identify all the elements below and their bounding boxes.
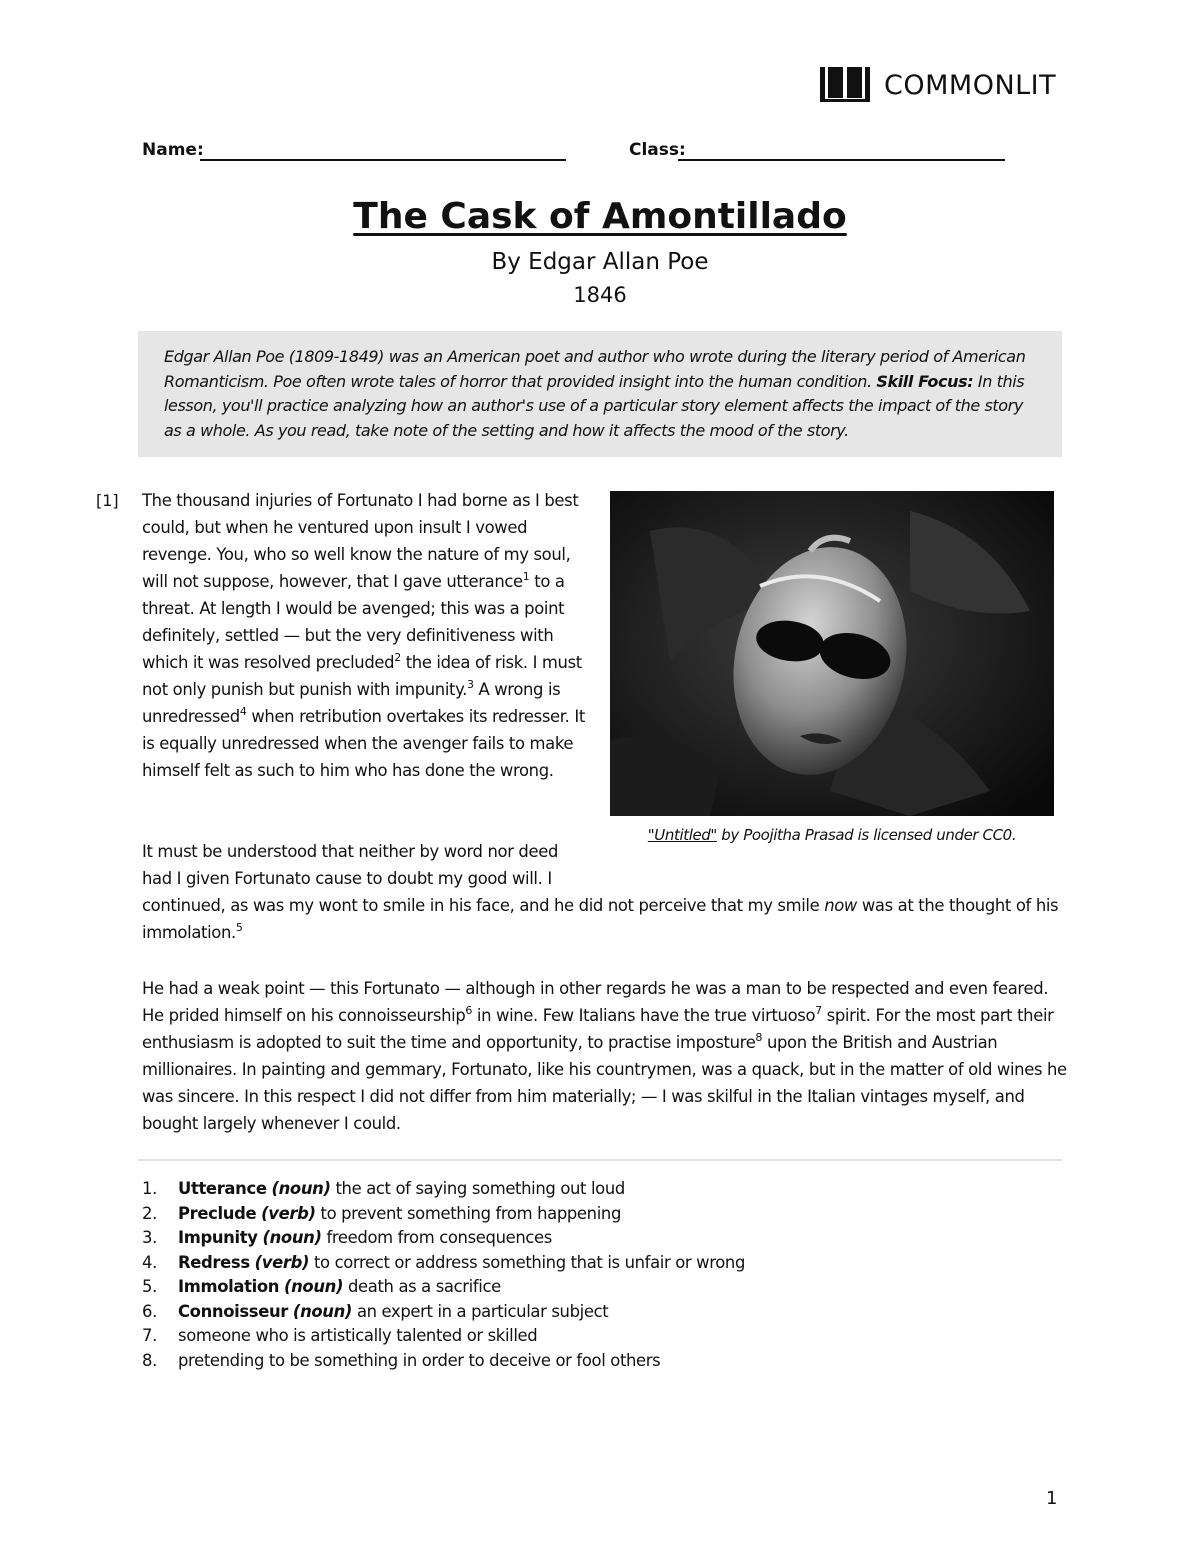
footnote-item: 2. Preclude (verb) to prevent something from happening <box>142 1203 621 1223</box>
intro-text: Edgar Allan Poe (1809-1849) was an American poet and author who wrote during the literary period of American Romanticism. Poe often wrote tales of horror that provided insight into the human condition. Skill Focus: In this lesson, you'll practice analyzing how an author's use of a particular story element affects the impact of the story as a whole. As you read, take note of the setting and how it affects the mood of the story. <box>164 347 1026 440</box>
footnote-item: 1. Utterance (noun) the act of saying something out loud <box>142 1179 625 1198</box>
logo-text: COMMONLIT <box>884 69 1057 101</box>
footnote-item: 4. Redress (verb) to correct or address something that is unfair or wrong <box>142 1252 746 1272</box>
footnote-item: 7. someone who is artistically talented or skilled <box>142 1326 538 1345</box>
paragraph-2-start: It must be understood that neither by word nor deed had I given Fortunato cause to doubt my good will. I <box>142 842 559 888</box>
story-year: 1846 <box>573 283 627 307</box>
class-label: Class: <box>629 140 686 160</box>
intro-box <box>138 331 1062 457</box>
mask-photo <box>610 491 1054 816</box>
paragraph-1: The thousand injuries of Fortunato I had borne as I best could, but when he ventured upon insult I vowed revenge. You, who so well know the nature of my soul, will not suppose, however, that I gave utterance$^1$ to a threat. At length I would be avenged; this was a point definitely, settled — but the very definitiveness with which it was resolved precluded$^2$ the idea of risk. I must not only punish but punish with impunity.$^3$ A wrong is unredressed$^4$ when retribution overtakes its redresser. It is equally unredressed when the avenger fails to make himself felt as such to him who has done the wrong. <box>142 491 585 780</box>
skill-focus-label: Skill Focus: <box>876 371 974 391</box>
footnote-ref-2[interactable]: 2 <box>394 651 401 664</box>
page-number: 1 <box>1046 1488 1058 1509</box>
footnote-ref-5[interactable]: 5 <box>235 921 243 934</box>
paragraph-number: [1] <box>96 491 119 510</box>
footnote-ref-1[interactable]: 1 <box>522 570 530 583</box>
footnote-ref-6[interactable]: 6 <box>465 1004 473 1017</box>
footnote-ref-7[interactable]: 7 <box>815 1004 822 1017</box>
footnotes-list <box>142 1177 745 1373</box>
name-label: Name: <box>142 140 204 160</box>
footnote-item: 8. pretending to be something in order to deceive or fool others <box>142 1350 661 1370</box>
footnote-item: 3. Impunity (noun) freedom from consequences <box>142 1228 552 1247</box>
image-title-link[interactable]: "Untitled" <box>647 826 717 844</box>
footnote-item: 6. Connoisseur (noun) an expert in a particular subject <box>142 1301 609 1321</box>
open-book-icon <box>818 66 872 104</box>
footnote-divider <box>138 1159 1062 1161</box>
paragraph-2: continued, as was my wont to smile in his face, and he did not perceive that my smile now was at the thought of his immolation.$^5$ <box>142 896 1059 942</box>
story-title: The Cask of Amontillado <box>353 196 847 237</box>
story-author: By Edgar Allan Poe <box>491 249 709 275</box>
class-field[interactable] <box>678 159 1005 161</box>
name-field[interactable] <box>200 159 566 161</box>
paragraph-3: He had a weak point — this Fortunato — although in other regards he was a man to be respected and even feared. He prided himself on his connoisseurship$^6$ in wine. Few Italians have the true virtuoso$^7$ spirit. For the most part their enthusiasm is adopted to suit the time and opportunity, to practise imposture$^8$ upon the British and Austrian millionaires. In painting and gemmary, Fortunato, like his countrymen, was a quack, but in the matter of old wines he was sincere. In this respect I did not differ from him materially; — I was skilful in the Italian vintages myself, and bought largely whenever I could. <box>142 979 1067 1133</box>
footnote-item: 5. Immolation (noun) death as a sacrifice <box>142 1277 501 1296</box>
commonlit-logo <box>818 66 1056 104</box>
footnote-ref-3[interactable]: 3 <box>467 678 474 691</box>
footnote-ref-8[interactable]: 8 <box>755 1031 763 1044</box>
footnote-ref-4[interactable]: 4 <box>239 705 247 718</box>
image-caption: "Untitled" by Poojitha Prasad is licensed under CC0. <box>647 826 1017 844</box>
